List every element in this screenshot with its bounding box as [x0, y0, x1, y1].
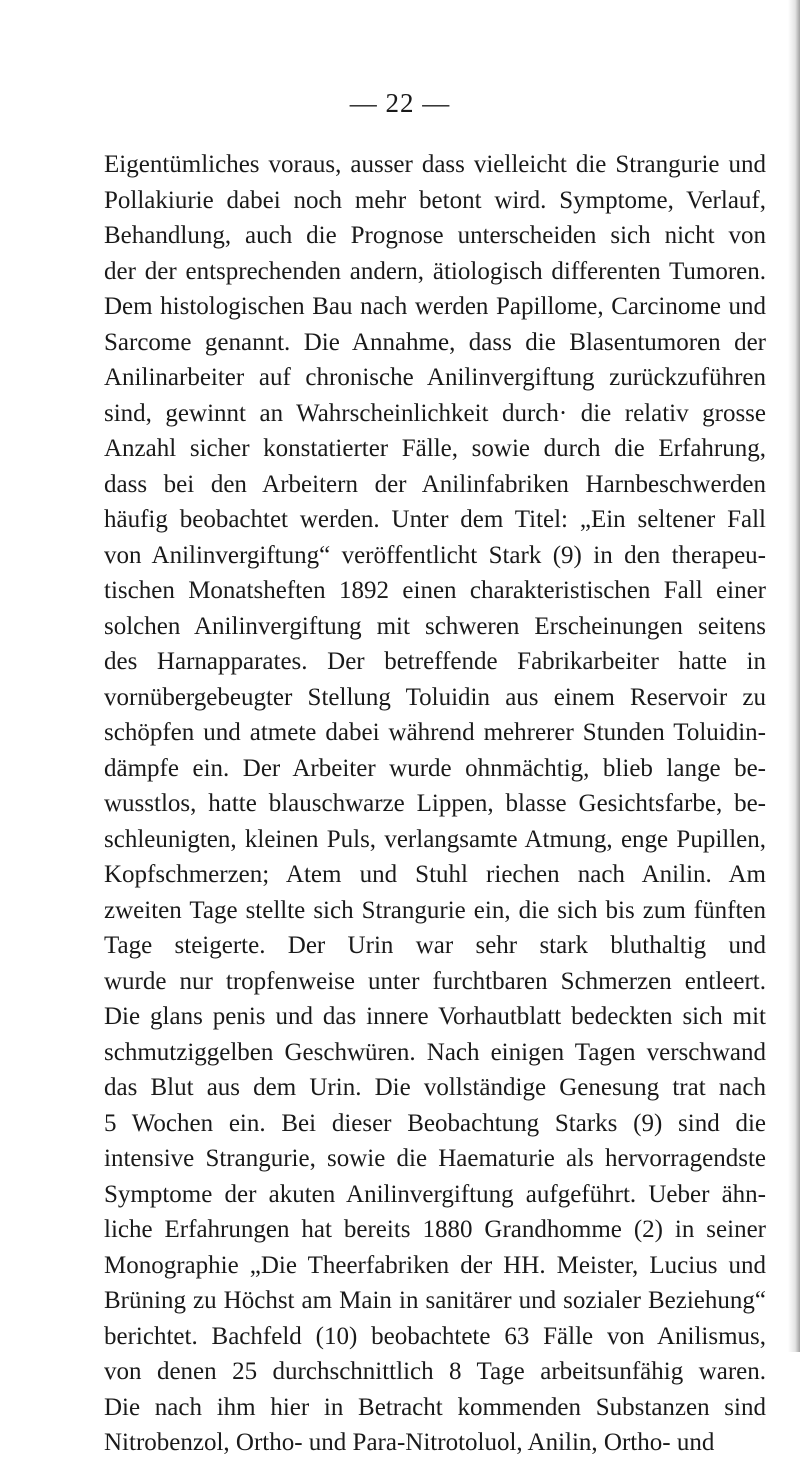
text-line: Anilinarbeiter auf chronische Anilinvergiftung zurückzuführen [104, 364, 766, 391]
text-line: Anzahl sicher konstatierter Fälle, sowie durch die Erfahrung, [104, 435, 766, 462]
text-line: Eigentümliches voraus, ausser dass vielleicht die Strangurie und [104, 151, 766, 178]
text-line: von Anilinvergiftung“ veröffentlicht Stark (9) in den therapeu- [104, 541, 766, 569]
text-line: tischen Monatsheften 1892 einen charakteristischen Fall einer [104, 577, 766, 604]
text-line: Pollakiurie dabei noch mehr betont wird. Symptome, Verlauf, [104, 186, 766, 214]
text-line: Monographie „Die Theerfabriken der HH. Meister, Lucius und [104, 1251, 766, 1279]
text-line: Die glans penis und das innere Vorhautblatt bedeckten sich mit [104, 1003, 766, 1030]
text-line: zweiten Tage stellte sich Strangurie ein, die sich bis zum fünften [104, 896, 766, 924]
body-paragraph [104, 147, 766, 1461]
text-line: 5 Wochen ein. Bei dieser Beobachtung Starks (9) sind die [104, 1109, 766, 1137]
text-line: vornübergebeugter Stellung Toluidin aus einem Reservoir zu [104, 683, 766, 711]
text-line: Dem histologischen Bau nach werden Papillome, Carcinome und [104, 293, 766, 320]
text-line: des Harnapparates. Der betreffende Fabrikarbeiter hatte in [104, 648, 766, 675]
text-line: schleunigten, kleinen Puls, verlangsamte Atmung, enge Pupillen, [104, 825, 766, 853]
text-line: der der entsprechenden andern, ätiologisch differenten Tumoren. [104, 257, 766, 285]
text-line: wurde nur tropfenweise unter furchtbaren Schmerzen entleert. [104, 967, 766, 995]
text-line: Behandlung, auch die Prognose unterscheiden sich nicht von [104, 222, 766, 249]
text-line: berichtet. Bachfeld (10) beobachtete 63 Fälle von Anilismus, [104, 1322, 766, 1350]
text-line: intensive Strangurie, sowie die Haematurie als hervorragendste [104, 1145, 766, 1172]
text-line: Brüning zu Höchst am Main in sanitärer und sozialer Beziehung“ [104, 1287, 766, 1314]
page-number: — 22 — [349, 88, 451, 118]
text-line: Symptome der akuten Anilinvergiftung aufgeführt. Ueber ähn- [104, 1180, 766, 1208]
text-line: Die nach ihm hier in Betracht kommenden Substanzen sind [104, 1393, 766, 1421]
text-line: häufig beobachtet werden. Unter dem Titel: „Ein seltener Fall [104, 506, 766, 533]
text-line: Nitrobenzol, Ortho- und Para-Nitrotoluol, Anilin, Ortho- und [104, 1429, 715, 1456]
text-line: Kopfschmerzen; Atem und Stuhl riechen nach Anilin. Am [104, 861, 766, 888]
text-line: schöpfen und atmete dabei während mehrerer Stunden Toluidin- [104, 719, 766, 746]
text-line: dämpfe ein. Der Arbeiter wurde ohnmächtig, blieb lange be- [104, 754, 766, 782]
text-line: von denen 25 durchschnittlich 8 Tage arbeitsunfähig waren. [104, 1358, 766, 1385]
text-line: solchen Anilinvergiftung mit schweren Erscheinungen seitens [104, 612, 766, 640]
text-line: schmutziggelben Geschwüren. Nach einigen Tagen verschwand [104, 1038, 766, 1066]
text-line: das Blut aus dem Urin. Die vollständige Genesung trat nach [104, 1074, 766, 1101]
text-line: sind, gewinnt an Wahrscheinlichkeit durch· die relativ grosse [104, 399, 766, 427]
page-edge-shadow [788, 0, 800, 1352]
text-line: Tage steigerte. Der Urin war sehr stark bluthaltig und [104, 932, 766, 959]
text-line: Sarcome genannt. Die Annahme, dass die Blasentumoren der [104, 328, 766, 356]
text-line: dass bei den Arbeitern der Anilinfabriken Harnbeschwerden [104, 470, 766, 498]
text-line: wusstlos, hatte blauschwarze Lippen, blasse Gesichtsfarbe, be- [104, 790, 766, 817]
text-line: liche Erfahrungen hat bereits 1880 Grandhomme (2) in seiner [104, 1216, 766, 1243]
